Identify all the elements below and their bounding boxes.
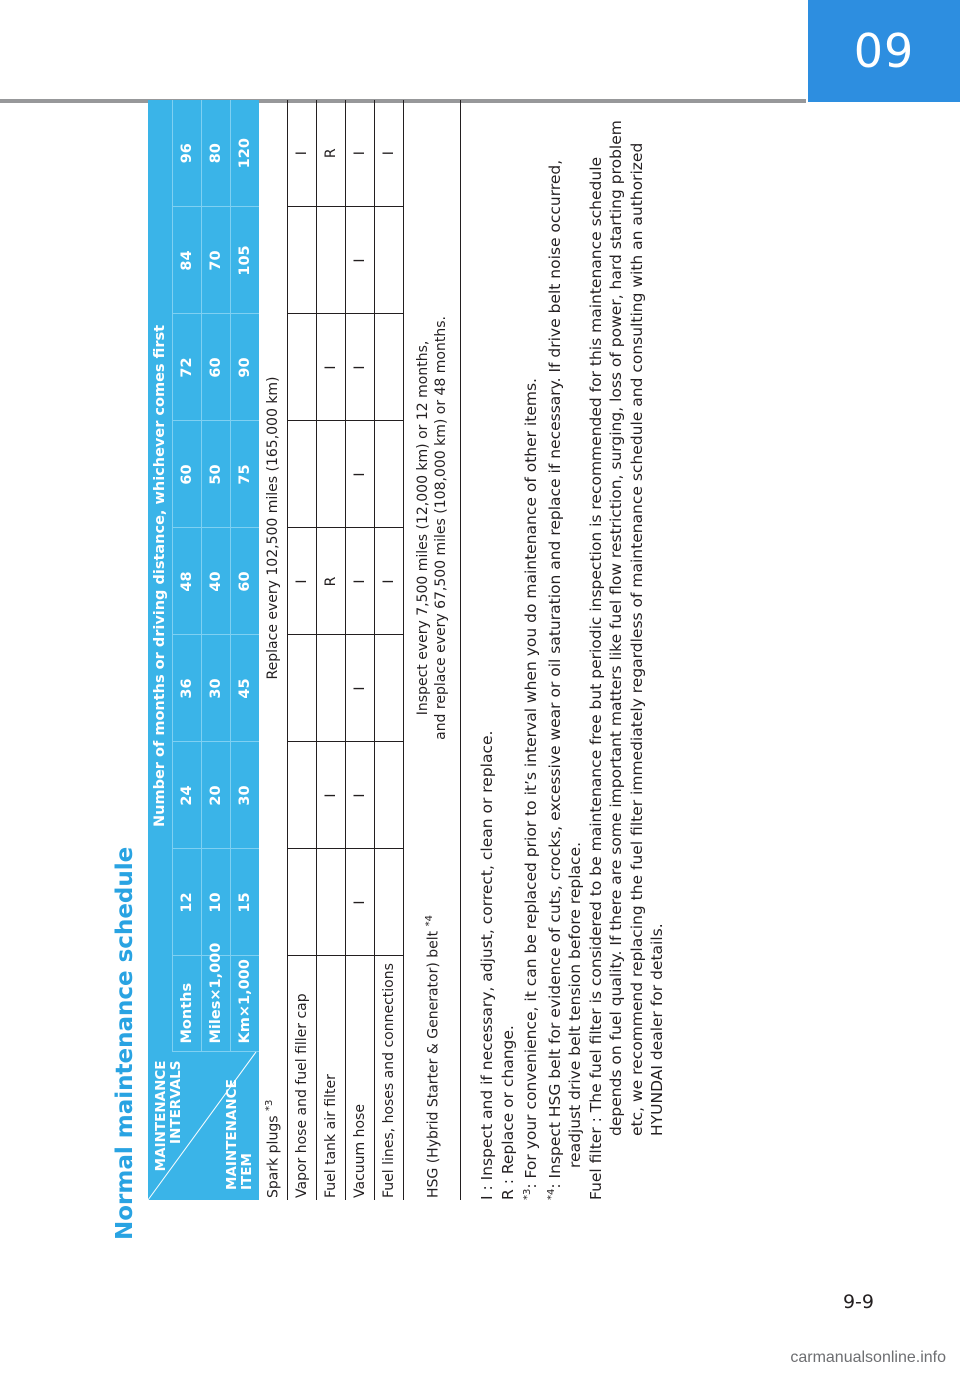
- cell-value: I: [288, 100, 317, 207]
- km-value: 60: [231, 528, 260, 635]
- cell-value: [375, 207, 404, 314]
- item-name: HSG (Hybrid Starter & Generator) belt $^{*4}$: [404, 956, 461, 1200]
- cell-value: I: [346, 207, 375, 314]
- table-row: [259, 100, 288, 1200]
- months-value: 96: [173, 100, 202, 207]
- miles-value: 60: [202, 314, 231, 421]
- months-value: 12: [173, 849, 202, 956]
- cell-value: [375, 421, 404, 528]
- table-row: [288, 100, 317, 1200]
- km-value: 30: [231, 742, 260, 849]
- cell-value: [317, 635, 346, 742]
- cell-value: [288, 742, 317, 849]
- miles-value: 30: [202, 635, 231, 742]
- cell-value: [288, 314, 317, 421]
- km-value: 45: [231, 635, 260, 742]
- cell-value: I: [346, 742, 375, 849]
- cell-value: [288, 635, 317, 742]
- cell-value: [288, 207, 317, 314]
- cell-value: I: [346, 314, 375, 421]
- note-fuel-filter: Fuel filter : The fuel filter is considered to be maintenance free but periodic inspection is recommended for this maintenance schedule depends on fuel quality. If there are some important matters like fuel flow restriction, surging, loss of power, hard starting problem etc, we recommend replacing the fuel filter immediately regardless of maintenance schedule and consulting with an authorized HYUNDAI dealer for details.: [586, 120, 667, 1200]
- chapter-tab: 09: [808, 0, 960, 102]
- km-value: 90: [231, 314, 260, 421]
- km-label: Km×1,000: [231, 956, 260, 1052]
- table-row: [404, 100, 461, 1200]
- item-name: Fuel tank air filter: [317, 956, 346, 1200]
- table-corner-cell: [148, 1052, 259, 1200]
- cell-value: [317, 207, 346, 314]
- months-row: [173, 100, 202, 1200]
- page-number: 9-9: [842, 1291, 874, 1313]
- months-label: Months: [173, 956, 202, 1052]
- cell-value: [375, 742, 404, 849]
- note-4: $^{*4}$: Inspect HSG belt for evidence of cuts, crocks, excessive wear or oil saturation and replace if necessary. If drive belt noise occurred, readjust drive belt tension before replace.: [545, 159, 585, 1200]
- cell-value: I: [346, 635, 375, 742]
- note-3: $^{*3}$: For your convenience, it can be replaced prior to it’s interval when you do maintenance of other items.: [522, 378, 541, 1200]
- cell-value: I: [346, 528, 375, 635]
- note-replace: R : Replace or change.: [498, 1025, 517, 1200]
- cell-value: R: [317, 528, 346, 635]
- cell-value: [288, 849, 317, 956]
- months-value: 48: [173, 528, 202, 635]
- months-value: 24: [173, 742, 202, 849]
- table-row: [375, 100, 404, 1200]
- note-inspect: I : Inspect and if necessary, adjust, correct, clean or replace.: [478, 730, 496, 1200]
- km-value: 15: [231, 849, 260, 956]
- section-title: Normal maintenance schedule: [112, 846, 138, 1240]
- corner-intervals-label: MAINTENANCE INTERVALS: [153, 1060, 184, 1172]
- item-name: Vacuum hose: [346, 956, 375, 1200]
- months-value: 84: [173, 207, 202, 314]
- miles-label: Miles×1,000: [202, 956, 231, 1052]
- rotated-content: [112, 100, 667, 1240]
- watermark: carmanualsonline.info: [790, 1349, 946, 1366]
- cell-value: [375, 849, 404, 956]
- cell-value: [288, 421, 317, 528]
- miles-value: 50: [202, 421, 231, 528]
- miles-value: 40: [202, 528, 231, 635]
- table-row: [317, 100, 346, 1200]
- notes: [477, 100, 668, 1200]
- cell-value: R: [317, 100, 346, 207]
- cell-value: [375, 314, 404, 421]
- km-value: 75: [231, 421, 260, 528]
- km-row: [231, 100, 260, 1200]
- miles-value: 10: [202, 849, 231, 956]
- miles-value: 70: [202, 207, 231, 314]
- cell-value: [317, 849, 346, 956]
- maintenance-schedule-table: [148, 100, 461, 1200]
- corner-item-label: MAINTENANCE ITEM: [224, 1079, 255, 1190]
- miles-value: 20: [202, 742, 231, 849]
- miles-value: 80: [202, 100, 231, 207]
- cell-value: I: [346, 421, 375, 528]
- km-value: 105: [231, 207, 260, 314]
- cell-value: I: [375, 100, 404, 207]
- cell-value: I: [317, 314, 346, 421]
- km-value: 120: [231, 100, 260, 207]
- cell-value: I: [346, 849, 375, 956]
- table-row: [346, 100, 375, 1200]
- item-name: Vapor hose and fuel filler cap: [288, 956, 317, 1200]
- interval-header: Number of months or driving distance, whichever comes first: [148, 100, 173, 1052]
- span-note: Replace every 102,500 miles (165,000 km): [259, 100, 288, 956]
- months-value: 72: [173, 314, 202, 421]
- cell-value: [375, 635, 404, 742]
- cell-value: I: [346, 100, 375, 207]
- cell-value: I: [288, 528, 317, 635]
- item-name: Spark plugs $^{*3}$: [259, 956, 288, 1200]
- item-name: Fuel lines, hoses and connections: [375, 956, 404, 1200]
- span-note: Inspect every 7,500 miles (12,000 km) or 12 months, and replace every 67,500 miles (108,000 km) or 48 months.: [404, 100, 461, 956]
- cell-value: I: [317, 742, 346, 849]
- months-value: 60: [173, 421, 202, 528]
- cell-value: I: [375, 528, 404, 635]
- cell-value: [317, 421, 346, 528]
- miles-row: [202, 100, 231, 1200]
- months-value: 36: [173, 635, 202, 742]
